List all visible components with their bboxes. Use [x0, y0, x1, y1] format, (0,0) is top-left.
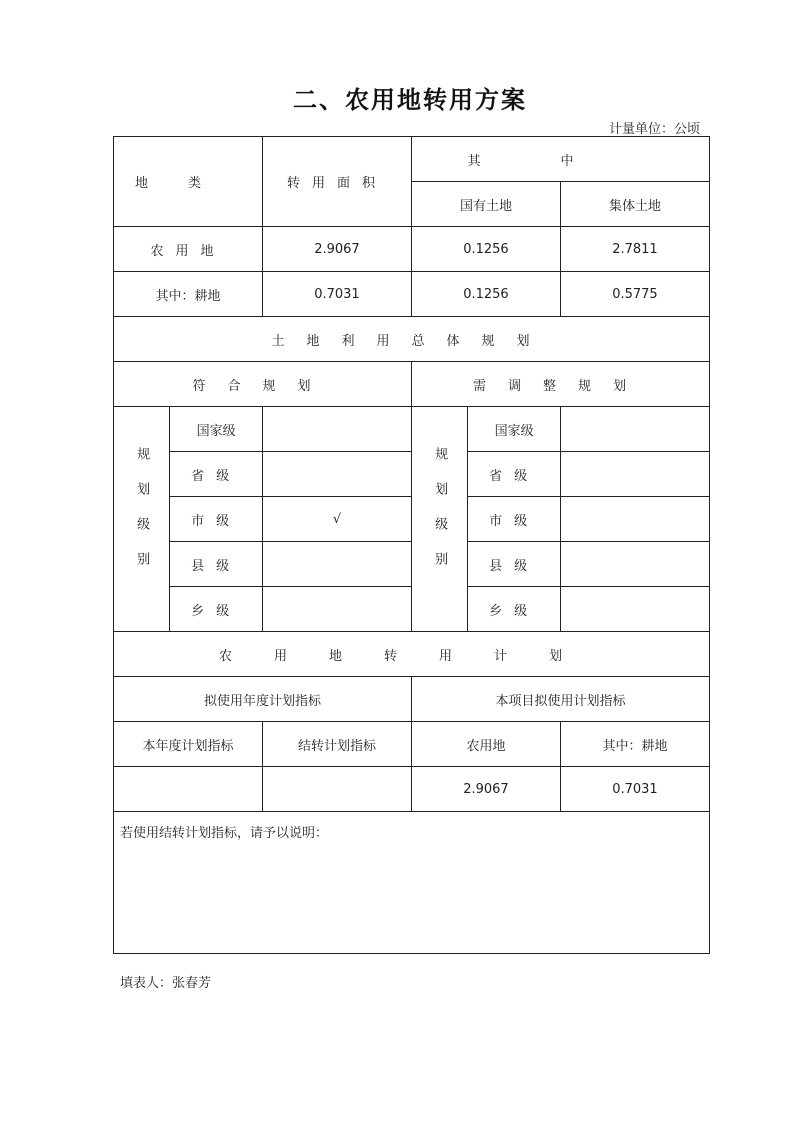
level-name: 国家级 [170, 407, 263, 452]
header-collective-land: 集体土地 [560, 182, 709, 227]
level-name: 省级 [170, 452, 263, 497]
table-row [114, 272, 710, 317]
planning-section-title: 土地利用总体规划 [114, 317, 710, 362]
level-name: 国家级 [468, 407, 561, 452]
row-label: 其中：耕地 [114, 272, 263, 317]
row-label: 农用地 [114, 227, 263, 272]
level-conform-value [262, 407, 411, 452]
level-adjust-value [560, 497, 709, 542]
header-state-land: 国有土地 [411, 182, 560, 227]
level-name: 乡级 [468, 587, 561, 632]
farmland-value: 2.9067 [411, 767, 560, 812]
table-row [114, 767, 710, 812]
row-collective: 0.5775 [560, 272, 709, 317]
adjust-header: 需调整规划 [411, 362, 709, 407]
filler-name: 填表人：张春芳 [120, 976, 212, 991]
level-name: 省级 [468, 452, 561, 497]
level-conform-value [262, 542, 411, 587]
level-adjust-value [560, 407, 709, 452]
row-state: 0.1256 [411, 227, 560, 272]
level-adjust-value [560, 587, 709, 632]
header-land-type: 地类 [114, 137, 263, 227]
level-conform-value [262, 587, 411, 632]
row-area: 2.9067 [262, 227, 411, 272]
row-collective: 2.7811 [560, 227, 709, 272]
level-name: 乡级 [170, 587, 263, 632]
project-group-header: 本项目拟使用计划指标 [411, 677, 709, 722]
carryover-value [262, 767, 411, 812]
cultivated-header: 其中：耕地 [560, 722, 709, 767]
conversion-table [113, 136, 710, 954]
this-year-value [114, 767, 263, 812]
level-name: 市级 [170, 497, 263, 542]
level-adjust-value [560, 542, 709, 587]
header-of-which: 其中 [411, 137, 709, 182]
cultivated-value: 0.7031 [560, 767, 709, 812]
carryover-header: 结转计划指标 [262, 722, 411, 767]
carryover-note: 若使用结转计划指标，请予以说明： [114, 812, 710, 954]
row-area: 0.7031 [262, 272, 411, 317]
level-label-right: 规划级别 [411, 407, 467, 632]
level-conform-value: √ [262, 497, 411, 542]
table-row [114, 227, 710, 272]
page-title: 二、农用地转用方案 [293, 86, 527, 114]
annual-group-header: 拟使用年度计划指标 [114, 677, 412, 722]
farmland-header: 农用地 [411, 722, 560, 767]
level-conform-value [262, 452, 411, 497]
level-name: 市级 [468, 497, 561, 542]
plan-section-title: 农用地转用计划 [114, 632, 710, 677]
this-year-header: 本年度计划指标 [114, 722, 263, 767]
level-name: 县级 [468, 542, 561, 587]
level-name: 县级 [170, 542, 263, 587]
level-adjust-value [560, 452, 709, 497]
unit-label: 计量单位：公顷 [608, 122, 700, 137]
level-label-left: 规划级别 [114, 407, 170, 632]
row-state: 0.1256 [411, 272, 560, 317]
header-area: 转用面积 [262, 137, 411, 227]
conform-header: 符合规划 [114, 362, 412, 407]
